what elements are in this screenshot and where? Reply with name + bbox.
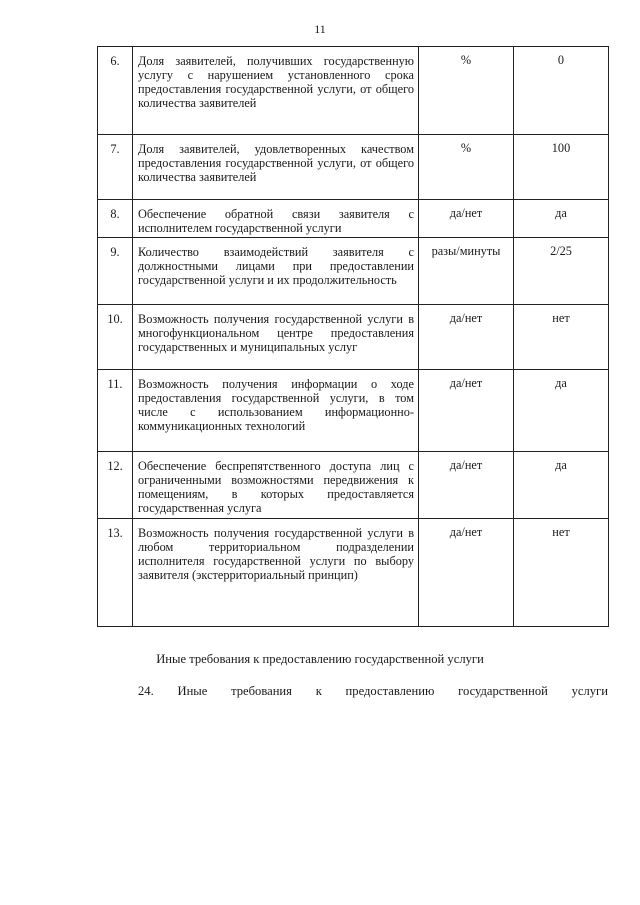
- row-value: 2/25: [514, 238, 609, 305]
- paragraph-number: 24.: [138, 684, 154, 698]
- table-row: [98, 47, 609, 135]
- row-unit: да/нет: [419, 452, 514, 519]
- row-description: Доля заявителей, удовлетворенных качеством предоставления государственной услуги, от общего количества заявителей: [133, 135, 419, 200]
- row-description: Возможность получения государственной услуги в многофункциональном центре предоставления государственных и муниципальных услуг: [133, 305, 419, 370]
- table-row: [98, 200, 609, 238]
- row-number: 11.: [98, 370, 133, 452]
- paragraph-word: государственной: [458, 684, 548, 698]
- row-description: Доля заявителей, получивших государственную услугу с нарушением установленного срока предоставления государственной услуги, от общего количества заявителей: [133, 47, 419, 135]
- row-number: 6.: [98, 47, 133, 135]
- row-description: Обеспечение обратной связи заявителя с исполнителем государственной услуги: [133, 200, 419, 238]
- paragraph-word: Иные: [177, 684, 208, 698]
- row-number: 8.: [98, 200, 133, 238]
- row-number: 10.: [98, 305, 133, 370]
- paragraph-word: услуги: [571, 684, 608, 698]
- row-description: Обеспечение беспрепятственного доступа лиц с ограниченными возможностями передвижения к помещениям, в которых предоставляется государственная услуга: [133, 452, 419, 519]
- paragraph-word: к: [315, 684, 322, 698]
- row-unit: разы/минуты: [419, 238, 514, 305]
- row-value: да: [514, 370, 609, 452]
- row-description: Возможность получения информации о ходе предоставления государственной услуги, в том числе с использованием информационно-коммуникационных технологий: [133, 370, 419, 452]
- row-number: 9.: [98, 238, 133, 305]
- table-row: [98, 452, 609, 519]
- row-description: Возможность получения государственной услуги в любом территориальном подразделении исполнителя государственной услуги по выбору заявителя (экстерриториальный принцип): [133, 519, 419, 627]
- row-description: Количество взаимодействий заявителя с должностными лицами при предоставлении государственной услуги и их продолжительность: [133, 238, 419, 305]
- table-row: [98, 370, 609, 452]
- row-unit: да/нет: [419, 519, 514, 627]
- table-row: [98, 238, 609, 305]
- row-unit: %: [419, 135, 514, 200]
- row-value: 100: [514, 135, 609, 200]
- table-row: [98, 135, 609, 200]
- row-unit: да/нет: [419, 370, 514, 452]
- row-number: 12.: [98, 452, 133, 519]
- paragraph-word: требования: [231, 684, 292, 698]
- section-heading: Иные требования к предоставлению государственной услуги: [156, 652, 484, 666]
- row-value: нет: [514, 305, 609, 370]
- row-value: 0: [514, 47, 609, 135]
- row-number: 13.: [98, 519, 133, 627]
- requirements-table: [97, 46, 609, 627]
- row-unit: да/нет: [419, 200, 514, 238]
- row-value: да: [514, 452, 609, 519]
- paragraph-24: [138, 684, 608, 699]
- row-unit: да/нет: [419, 305, 514, 370]
- row-value: да: [514, 200, 609, 238]
- page-number: 11: [314, 22, 326, 36]
- table-row: [98, 519, 609, 627]
- row-number: 7.: [98, 135, 133, 200]
- row-unit: %: [419, 47, 514, 135]
- paragraph-word: предоставлению: [345, 684, 435, 698]
- table-row: [98, 305, 609, 370]
- row-value: нет: [514, 519, 609, 627]
